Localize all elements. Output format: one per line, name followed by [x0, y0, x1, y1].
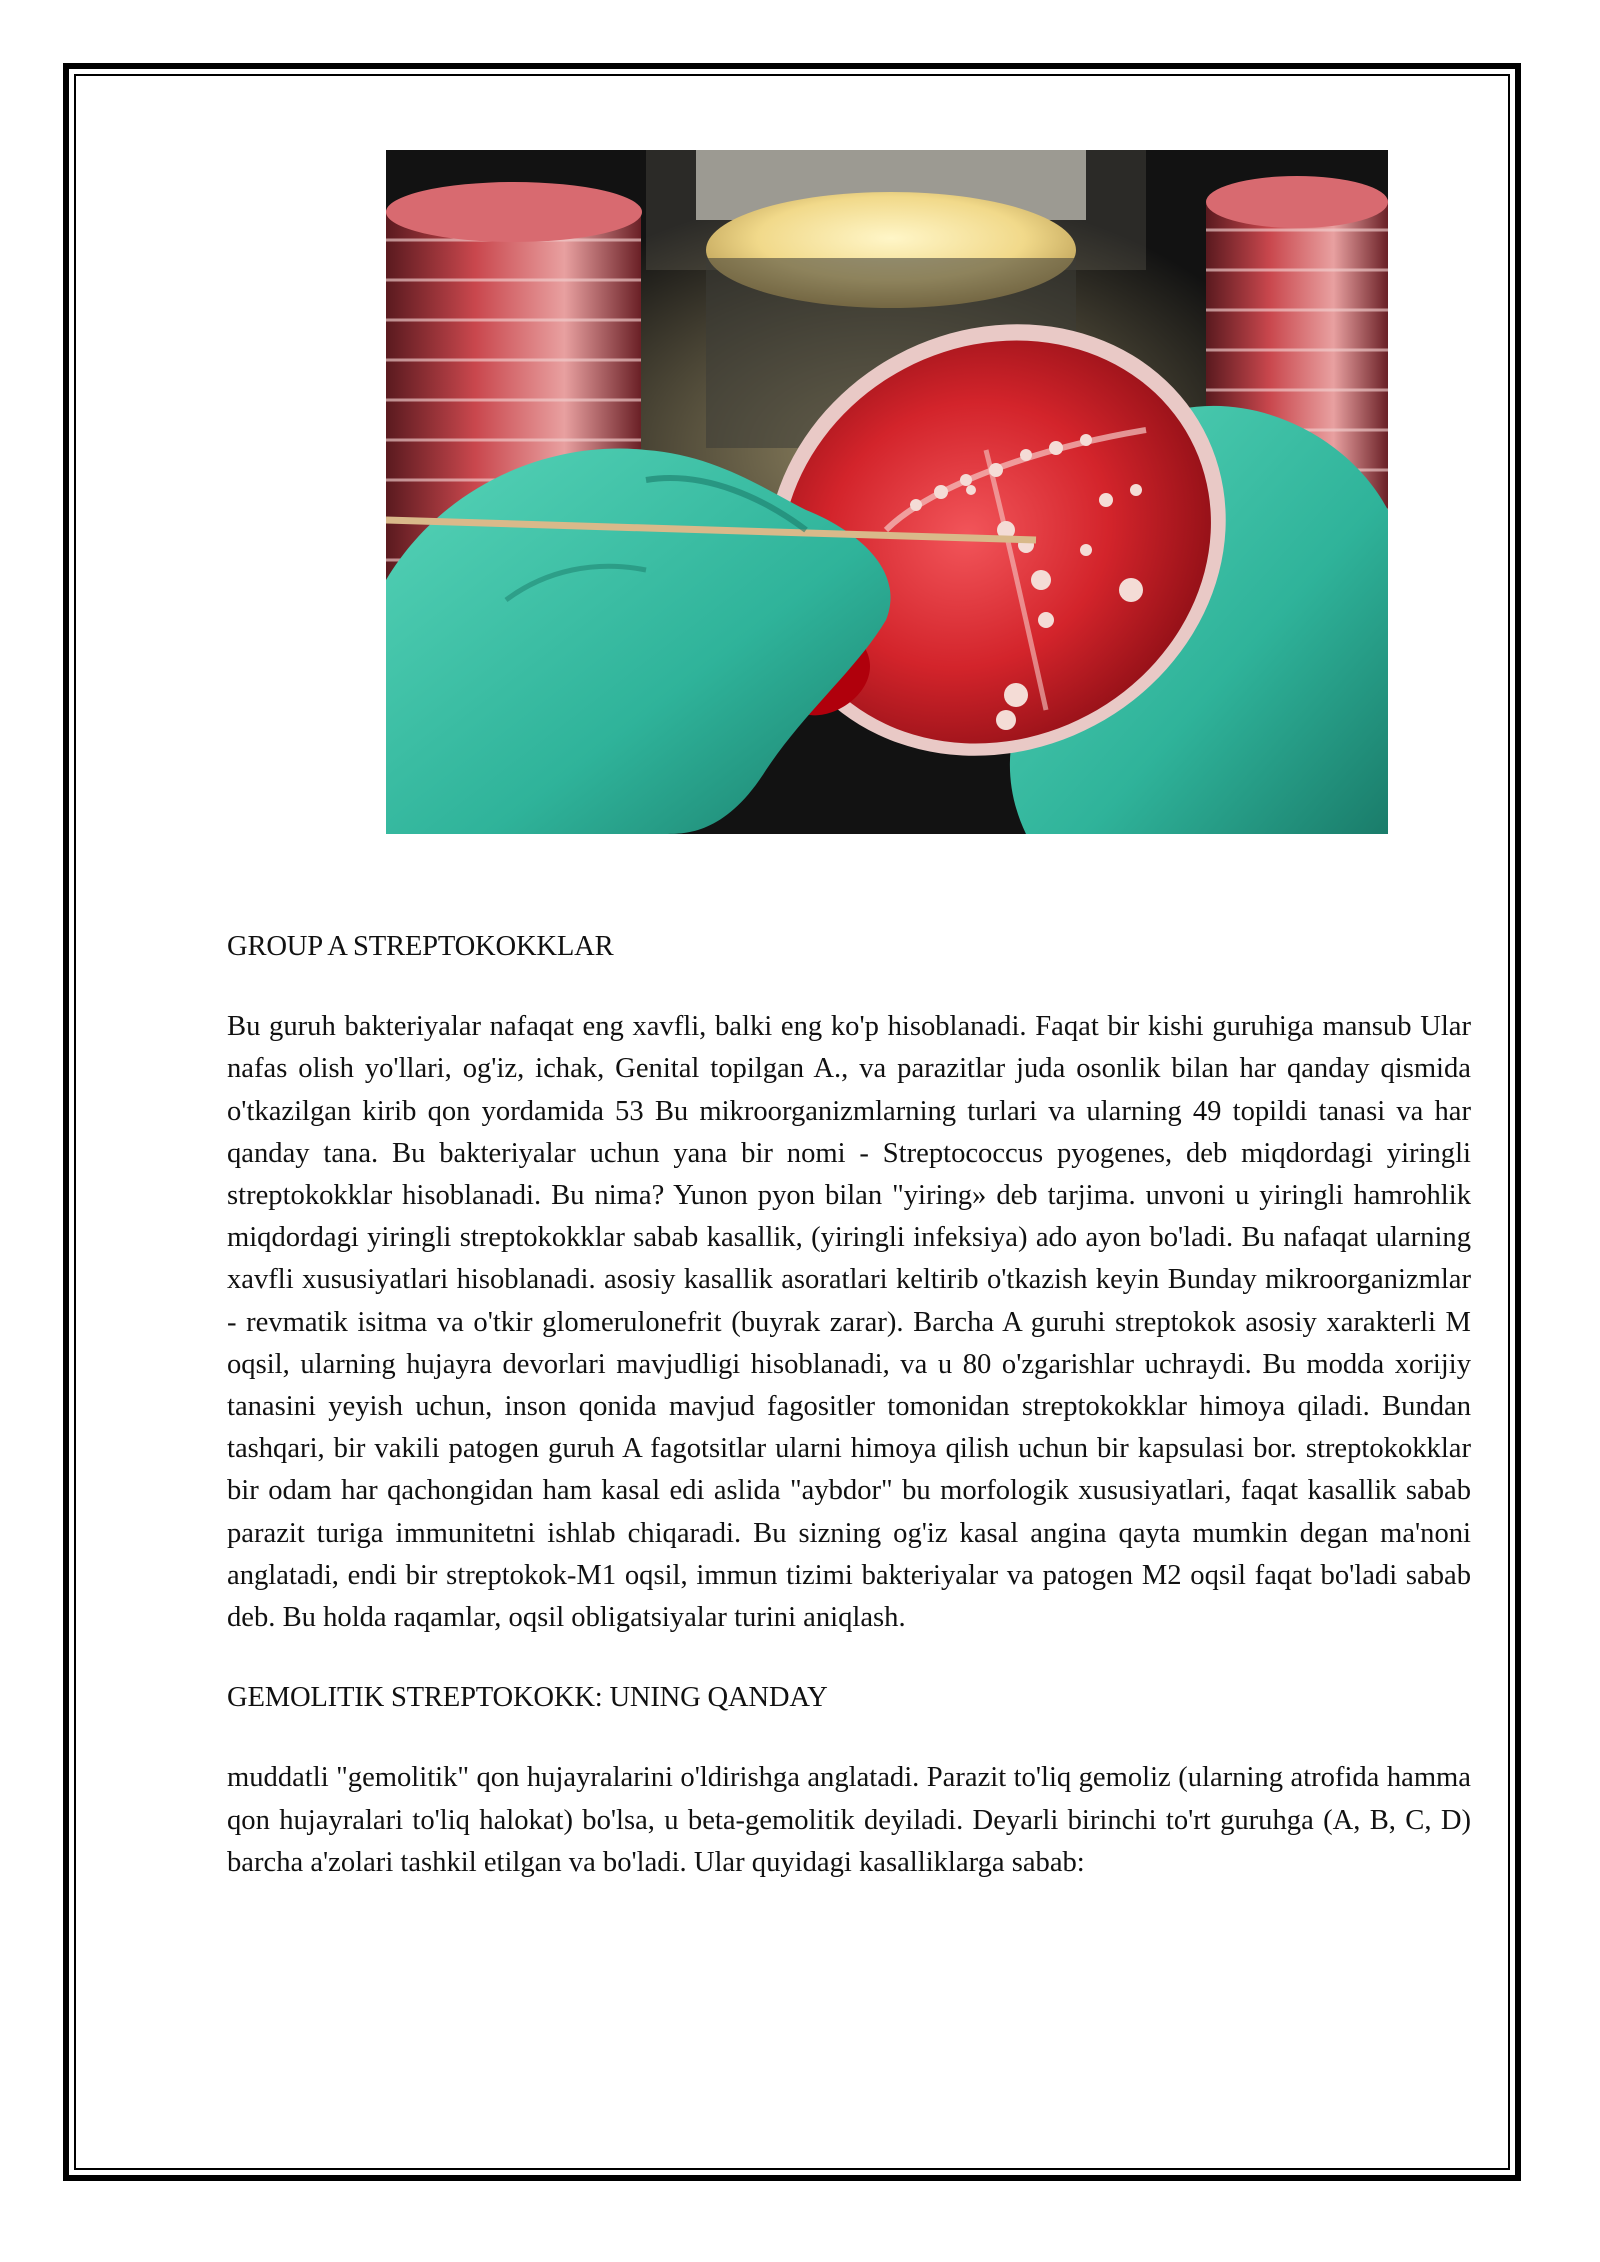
section-paragraph-group-a: Bu guruh bakteriyalar nafaqat eng xavfli, balki eng ko'p hisoblanadi. Faqat bir kishi guruhiga mansub Ular nafas olish yo'llari, og'iz, ichak, Genital topilgan A., va parazitlar juda osonlik bilan har qanday qismida o'tkazilgan kirib qon yordamida 53 Bu mikroorganizmlarning turlari va ularning 49 topildi tanasi va har qanday tana. Bu bakteriyalar uchun yana bir nomi - Streptococcus pyogenes, deb miqdordagi yiringli streptokokklar hisoblanadi. Bu nima? Yunon pyon bilan "yiring» deb tarjima. unvoni u yiringli hamrohlik miqdordagi yiringli streptokokklar sabab kasallik, (yiringli infeksiya) ado ayon bo'ladi. Bu nafaqat ularning xavfli xususiyatlari hisoblanadi. asosiy kasallik asoratlari keltirib o'tkazish keyin Bunday mikroorganizmlar - revmatik isitma va o'tkir glomerulonefrit (buyrak zarar). Barcha A guruhi streptokok asosiy xarakterli M oqsil, ularning hujayra devorlari mavjudligi hisoblanadi, va u 80 o'zgarishlar uchraydi. Bu modda xorijiy tanasini yeyish uchun, inson qonida mavjud fagositler tomonidan streptokokklar himoya qiladi. Bundan tashqari, bir vakili patogen guruh A fagotsitlar ularni himoya qilish uchun bir kapsulasi bor. streptokokklar bir odam har qachongidan ham kasal edi aslida "aybdor" bu morfologik xususiyatlari, faqat kasallik sabab parazit turiga immunitetni ishlab chiqaradi. Bu sizning og'iz kasal angina qayta mumkin degan ma'noni anglatadi, endi bir streptokok-M1 oqsil, immun tizimi bakteriyalar va patogen M2 oqsil faqat bo'ladi sabab deb. Bu holda raqamlar, oqsil obligatsiyalar turini aniqlash.: [227, 1011, 1471, 1634]
spacer: [227, 968, 1471, 1006]
petri-dish-photo: [386, 150, 1388, 834]
document-body: [227, 926, 1471, 1884]
petri-dish-illustration: [386, 150, 1388, 834]
section-heading-gemolitik: GEMOLITIK STREPTOKOKK: UNING QANDAY: [227, 1682, 828, 1714]
section-heading-group-a: GROUP A STREPTOKOKKLAR: [227, 931, 614, 962]
section-paragraph-gemolitik: muddatli "gemolitik" qon hujayralarini o'ldirishga anglatadi. Parazit to'liq gemoliz (ularning atrofida hamma qon hujayralari to'liq halokat) bo'lsa, u beta-gemolitik deyiladi. Deyarli birinchi to'rt guruhga (A, B, C, D) barcha a'zolari tashkil etilgan va bo'ladi. Ular quyidagi kasalliklarga sabab:: [227, 1762, 1471, 1878]
spacer: [227, 1719, 1471, 1757]
spacer: [227, 1639, 1471, 1677]
